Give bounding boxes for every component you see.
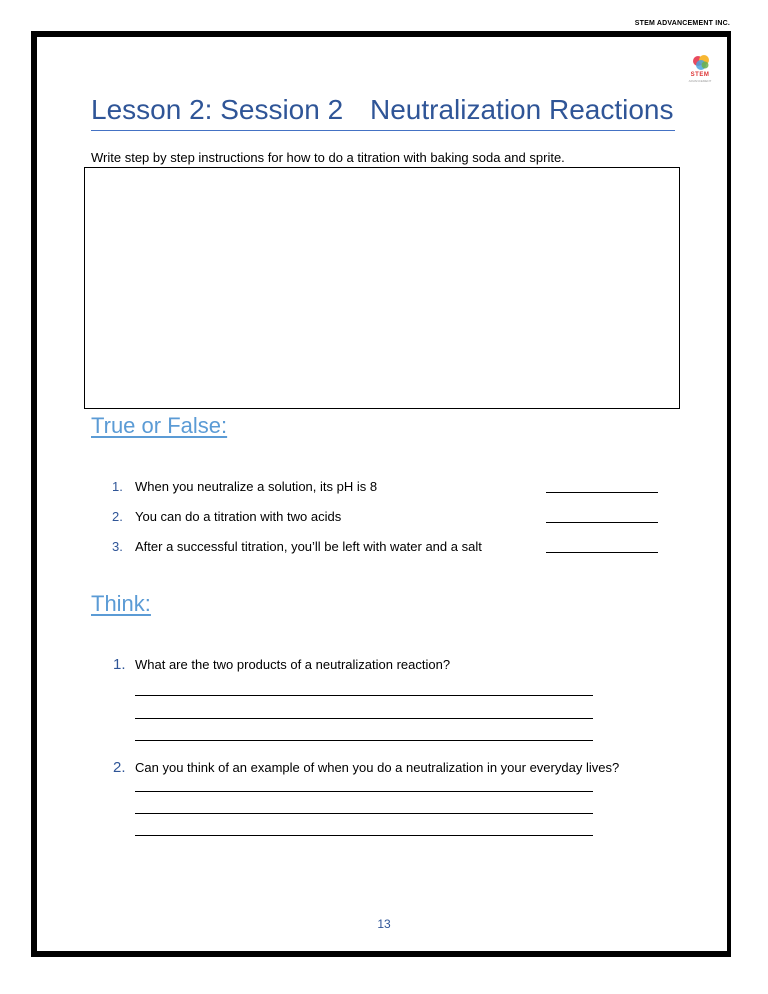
answer-line[interactable] (135, 718, 593, 719)
answer-line[interactable] (135, 695, 593, 696)
true-false-item (112, 509, 341, 524)
answer-line[interactable] (135, 740, 593, 741)
question-text: Can you think of an example of when you do a neutralization in your everyday lives? (135, 760, 620, 775)
true-false-answer-blank[interactable] (546, 492, 658, 493)
item-text: After a successful titration, you’ll be left with water and a salt (135, 539, 482, 554)
think-question (113, 759, 619, 776)
page-number: 13 (377, 917, 391, 931)
item-number: 1. (112, 479, 123, 494)
topic-title: Neutralization Reactions (370, 94, 674, 125)
question-number: 2. (113, 759, 126, 776)
item-text: When you neutralize a solution, its pH is 8 (135, 479, 378, 494)
true-false-heading: True or False: (91, 413, 228, 438)
true-false-item (112, 539, 482, 554)
title-underline (91, 130, 675, 131)
true-false-answer-blank[interactable] (546, 522, 658, 523)
item-number: 2. (112, 509, 123, 524)
think-heading: Think: (91, 591, 151, 616)
question-text: What are the two products of a neutralization reaction? (135, 657, 451, 672)
logo-subtext: ADVANCEMENT (688, 79, 712, 83)
lesson-title: Lesson 2: Session 2 (91, 94, 344, 125)
true-false-item (112, 479, 377, 494)
company-name: STEM ADVANCEMENT INC. (634, 20, 730, 27)
think-question (113, 656, 450, 673)
true-false-answer-blank[interactable] (546, 552, 658, 553)
logo-text: STEM (690, 72, 710, 78)
answer-line[interactable] (135, 791, 593, 792)
item-text: You can do a titration with two acids (135, 509, 342, 524)
instruction-text: Write step by step instructions for how to do a titration with baking soda and sprite. (91, 150, 565, 165)
answer-line[interactable] (135, 813, 593, 814)
item-number: 3. (112, 539, 123, 554)
answer-line[interactable] (135, 835, 593, 836)
question-number: 1. (113, 656, 126, 673)
instructions-answer-box[interactable] (84, 167, 680, 409)
